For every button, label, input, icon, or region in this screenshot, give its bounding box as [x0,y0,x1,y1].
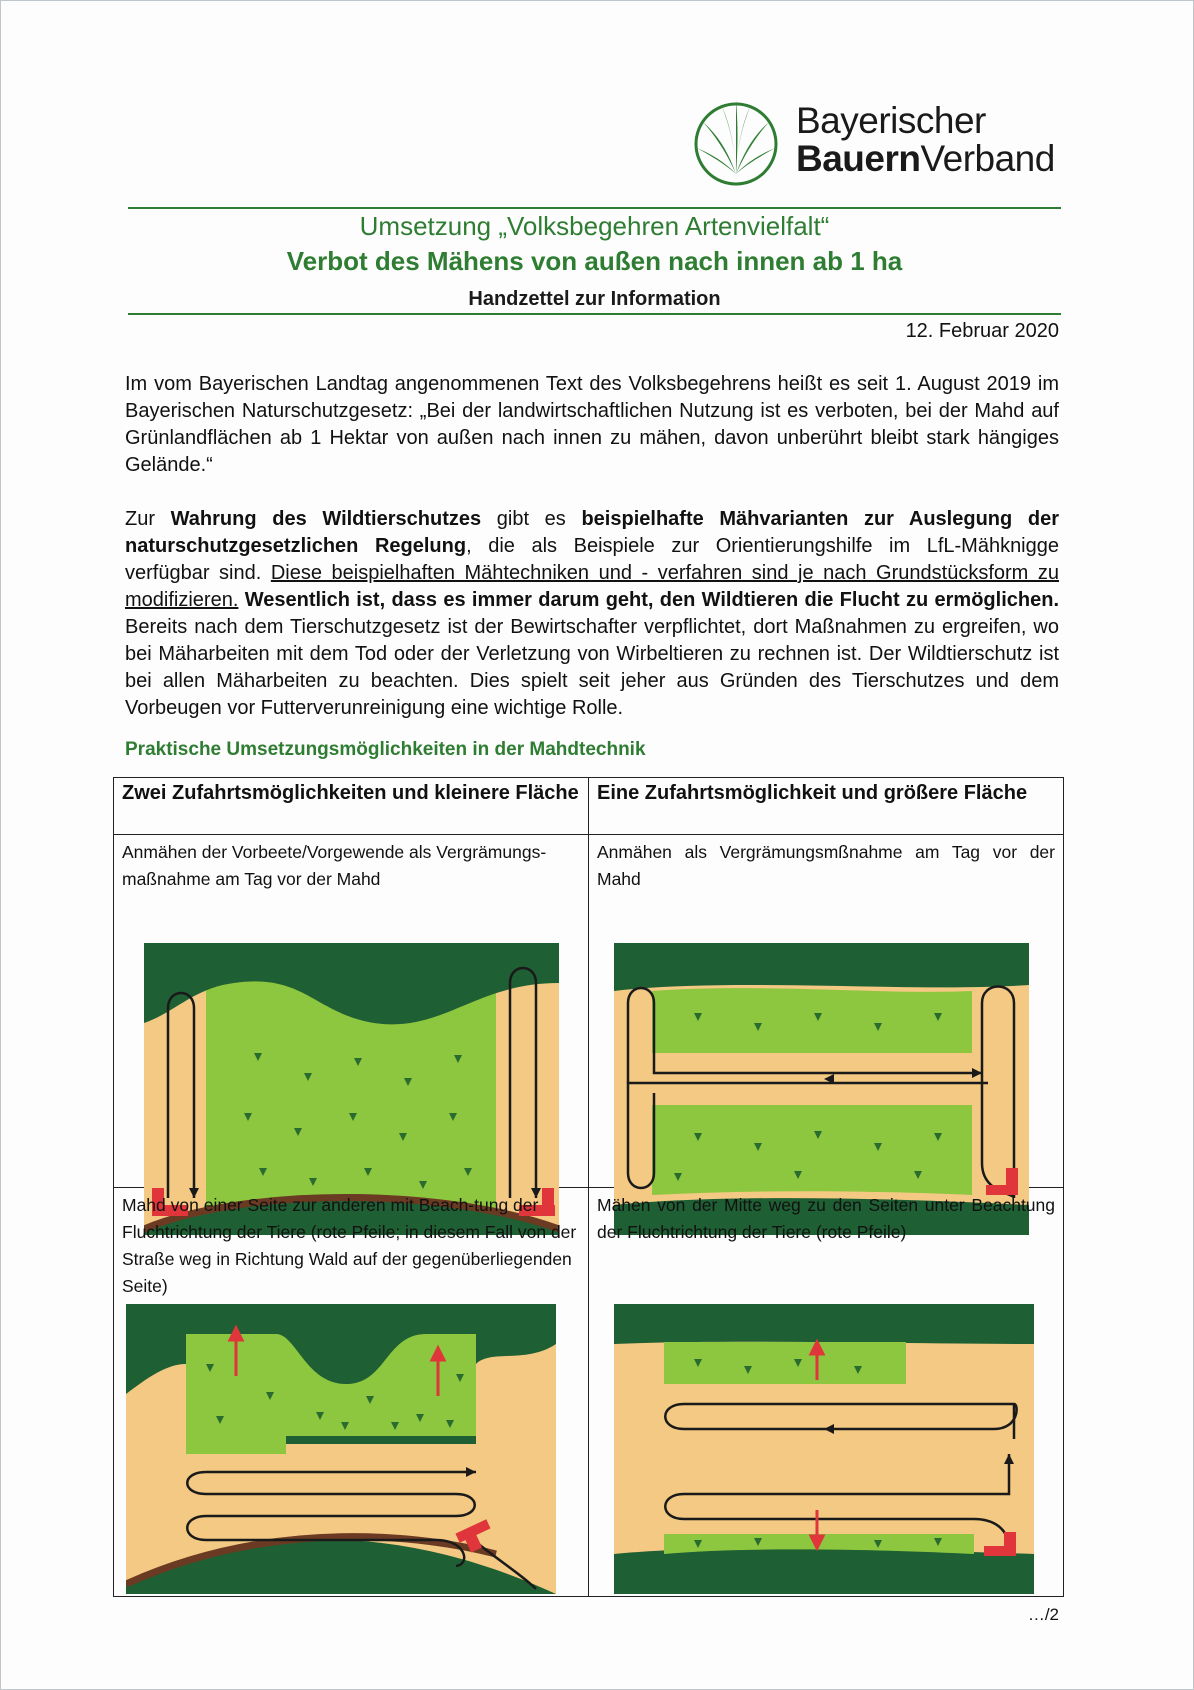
body-bold-3: Wesentlich ist, dass es immer darum geht, den Wildtieren die Flucht zu ermöglichen. [244,589,1059,611]
logo [691,96,1071,186]
logo-line1: Bayerischer [796,100,986,141]
body-bold-2: beispielhafte Mähvarianten zur Auslegung der naturschutzgesetzlichen Regelung [125,508,1060,557]
cell-r2c1 [114,1188,589,1597]
col2-header: Eine Zufahrtsmöglichkeit und größere Fläche [589,778,1064,835]
body-text-5: Bereits nach dem Tierschutzgesetz ist der Bewirtschafter verpflichtet, dort Maßnahmen zu ergreifen, wo bei Mäharbeiten mit dem Tod oder der Verletzung von Wirbeltieren zu rechnen ist. Der Wildtierschutz ist bei allen Mäharbeiten zu beachten. Dies spielt seit jeher aus Gründen des Tierschutzes und dem Vorbeugen vor Futterverunreinigung eine wichtige Rolle. [125,616,1059,719]
intro-paragraph: Im vom Bayerischen Landtag angenommenen Text des Volksbegehrens heißt es seit 1. August 2019 im Bayerischen Naturschutzgesetz: „Bei der landwirtschaftlichen Nutzung ist es verboten, bei der Mahd auf Grünlandflächen ab 1 Hektar von außen nach innen zu mähen, davon unberührt bleibt stark hängiges Gelände.“ [125,373,1059,476]
document-date: 12. Februar 2020 [905,320,1059,342]
field-upper [664,1342,906,1384]
logo-wordmark [796,102,1055,178]
body-underline: Diese beispielhaften Mähtechniken und - verfahren sind je nach Grundstücksform zu modifizieren. [125,562,1059,611]
mowing-methods-table [113,777,1064,1597]
forest-top [614,943,1029,991]
subtitle: Handzettel zur Information [468,288,721,310]
caption-r2c1: Mahd von einer Seite zur anderen mit Beach-tung der Fluchtrichtung der Tiere (rote Pfeile; in diesem Fall von der Straße weg in Richtung Wald auf der gegenüberliegenden Seite) [122,1195,577,1296]
cell-r1c1 [114,835,589,1188]
header-rule-bottom [128,313,1061,315]
forest-top [614,1304,1034,1344]
logo-line2-bold: Bauern [796,138,921,179]
cell-r1c2 [589,835,1064,1188]
caption-r1c1: Anmähen der Vorbeete/Vorgewende als Vergrämungs-maßnahme am Tag vor der Mahd [122,842,547,889]
diagram-side-to-side [126,1304,556,1594]
field-upper [652,988,972,1053]
grass-logo-icon [691,96,781,186]
caption-r2c2: Mähen von der Mitte weg zu den Seiten unter Beachtung der Fluchtrichtung der Tiere (rote Pfeile) [597,1195,1055,1242]
title-line2: Verbot des Mähens von außen nach innen ab 1 ha [286,246,903,276]
body-text-2: gibt es [481,508,582,530]
field-lower [652,1105,972,1195]
section-title: Praktische Umsetzungsmöglichkeiten in der Mahdtechnik [125,739,646,760]
body-paragraph [125,506,1059,722]
col1-header: Zwei Zufahrtsmöglichkeiten und kleinere Fläche [114,778,589,835]
logo-line2 [796,140,1055,178]
forest-bottom [614,1549,1034,1594]
diagram-center-outward [614,1304,1034,1594]
body-bold-1: Wahrung des Wildtierschutzes [170,508,482,530]
cell-r2c2 [589,1188,1064,1597]
page-continue: …/2 [1027,1605,1059,1624]
header-rule-top [128,207,1061,209]
logo-line2-regular: Verband [920,138,1055,179]
title-line1: Umsetzung „Volksbegehren Artenvielfalt“ [359,211,830,241]
body-text-1: Zur [125,508,171,530]
body-text-3: , die als Beispiele zur Orientierungshilfe im LfL-Mähknigge verfügbar sind. [125,535,1059,584]
caption-r1c2: Anmähen als Vergrämungsmßnahme am Tag vor der Mahd [597,842,1055,889]
